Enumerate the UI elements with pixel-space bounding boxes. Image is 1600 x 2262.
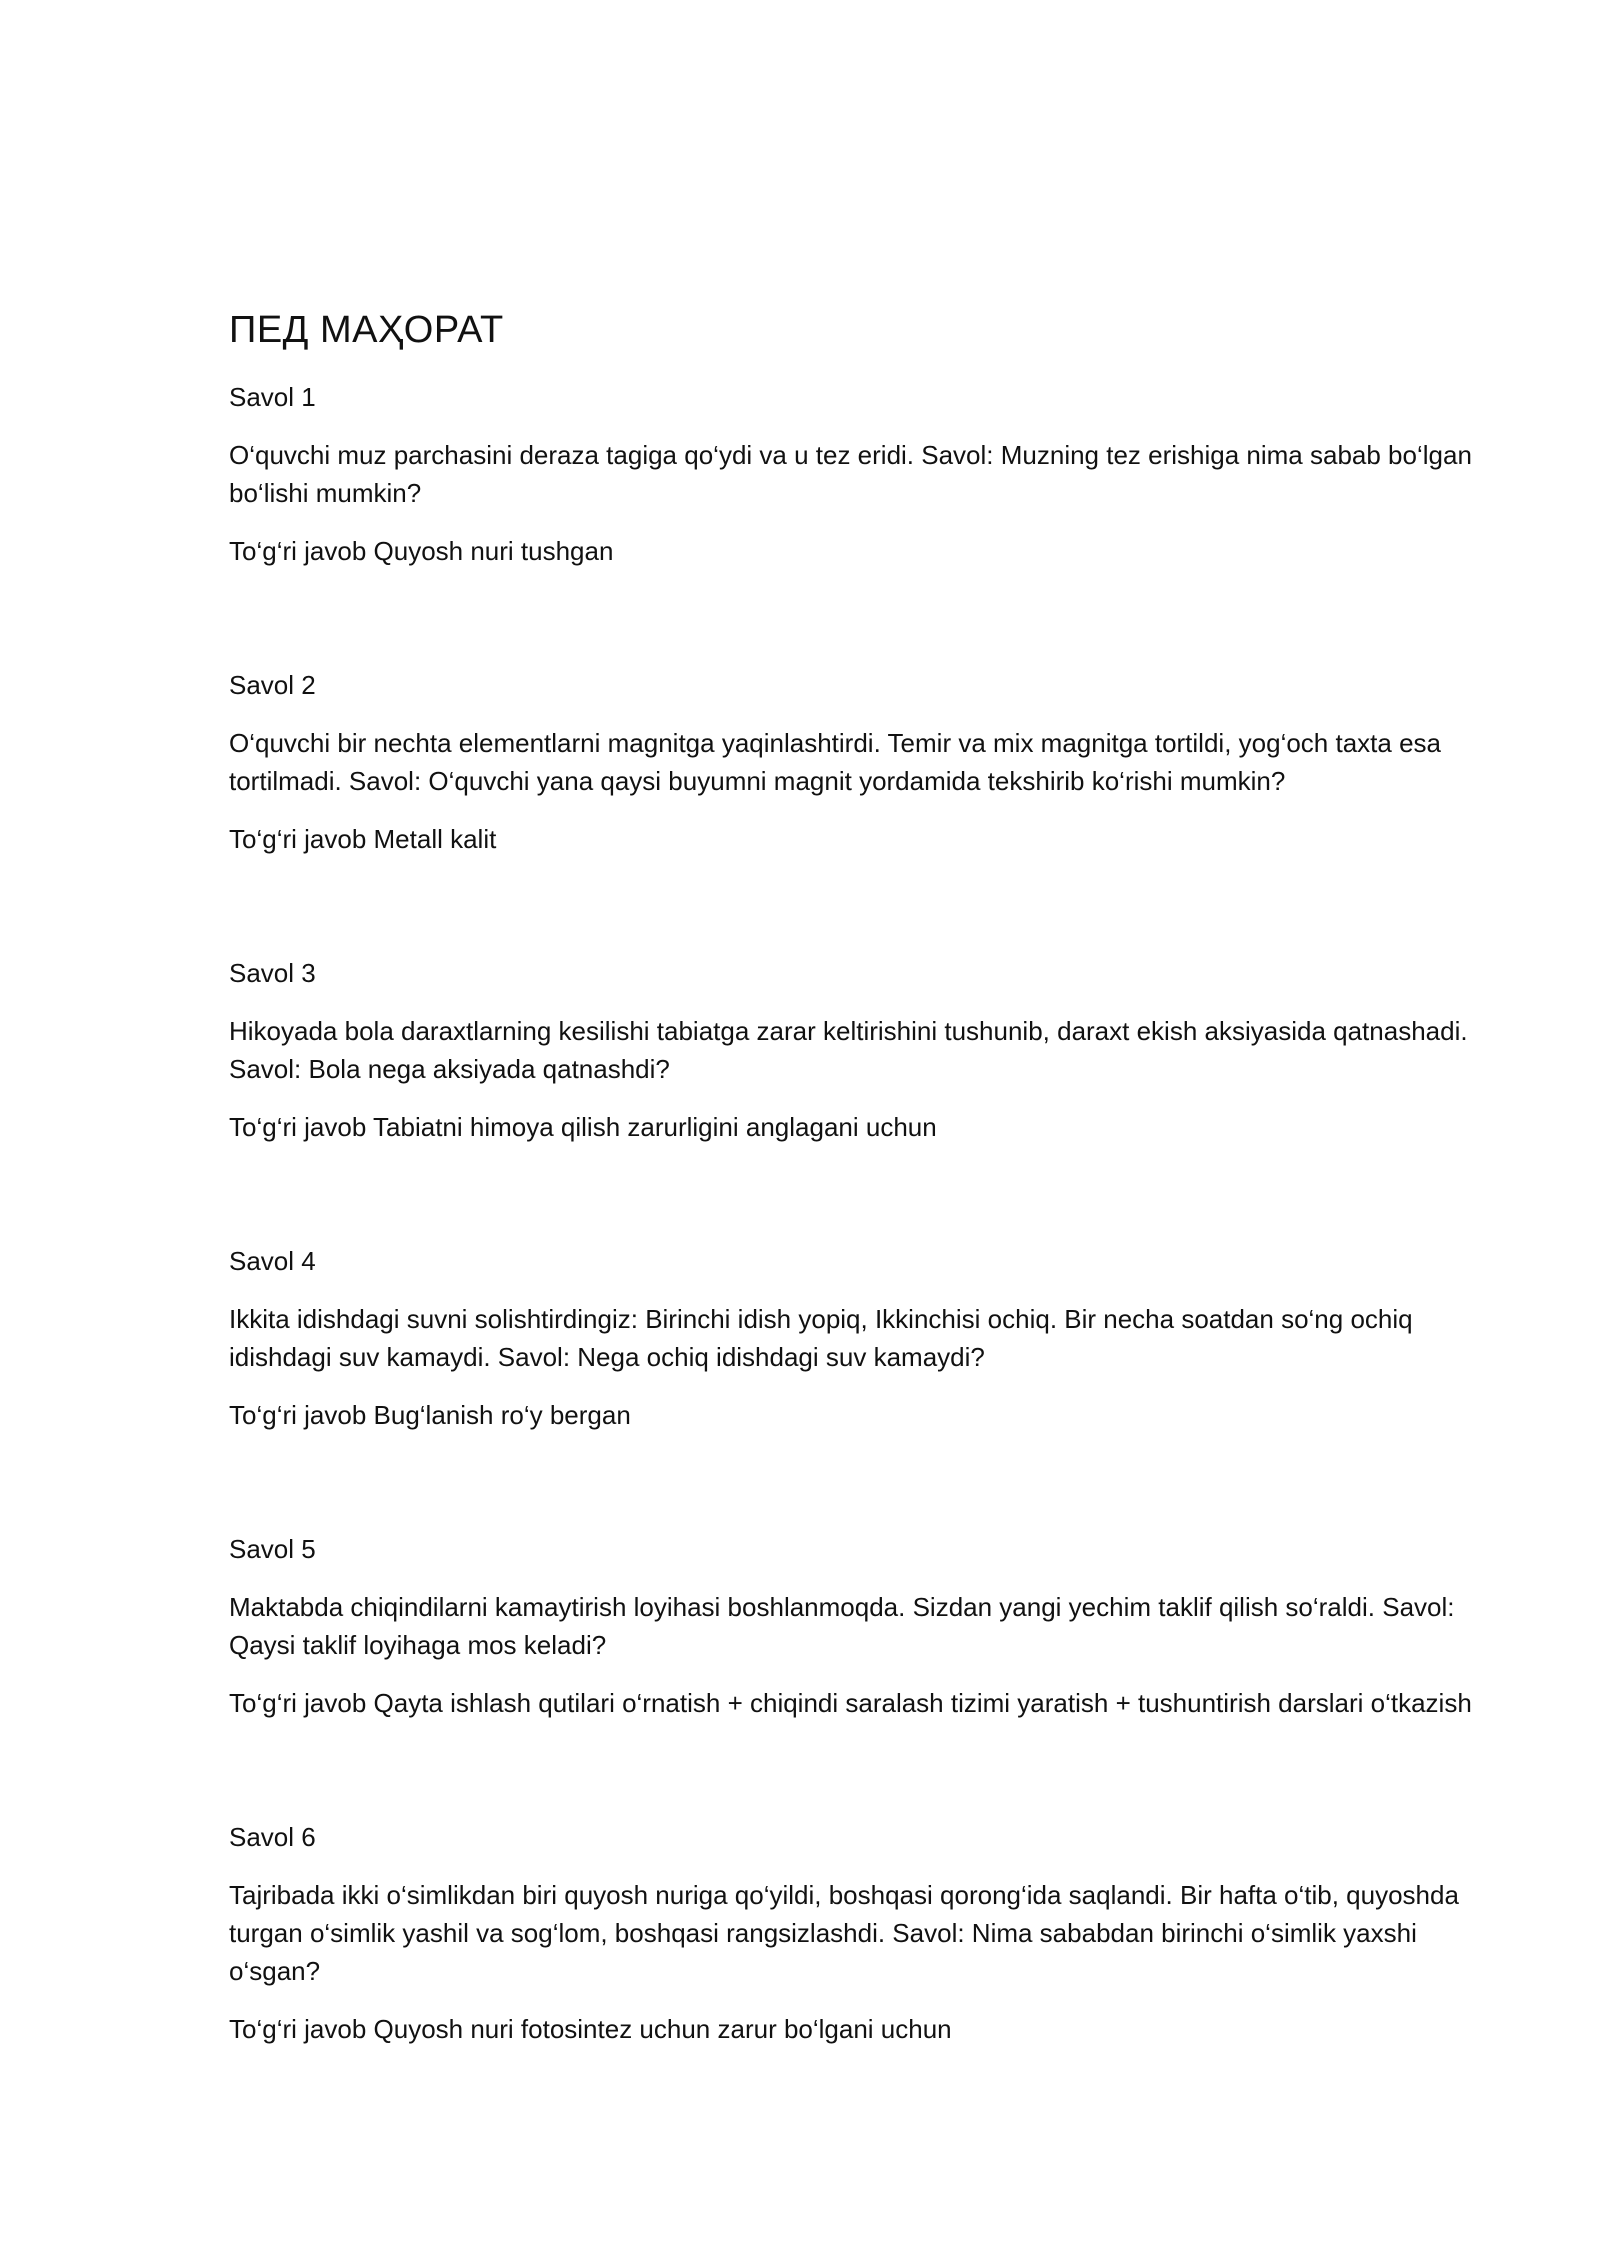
answer-text: To‘g‘ri javob Quyosh nuri fotosintez uchun zarur bo‘lgani uchun [229,2014,952,2044]
question-block [229,378,1479,570]
answer-text: To‘g‘ri javob Bug‘lanish ro‘y bergan [229,1400,631,1430]
question-label: Savol 3 [229,958,316,988]
question-text: Hikoyada bola daraxtlarning kesilishi tabiatga zarar keltirishini tushunib, daraxt ekish aksiyasida qatnashadi. Savol: Bola nega aksiyada qatnashdi? [229,1016,1468,1084]
question-block [229,666,1479,858]
section-spacer [229,1722,1479,1818]
question-label: Savol 1 [229,382,316,412]
question-text: Maktabda chiqindilarni kamaytirish loyihasi boshlanmoqda. Sizdan yangi yechim taklif qilish so‘raldi. Savol: Qaysi taklif loyihaga mos keladi? [229,1592,1455,1660]
question-label: Savol 5 [229,1534,316,1564]
question-block [229,954,1479,1146]
answer-text: To‘g‘ri javob Qayta ishlash qutilari o‘rnatish + chiqindi saralash tizimi yaratish + tushuntirish darslari o‘tkazish [229,1688,1472,1718]
question-text: Ikkita idishdagi suvni solishtirdingiz: Birinchi idish yopiq, Ikkinchisi ochiq. Bir necha soatdan so‘ng ochiq idishdagi suv kamaydi. Savol: Nega ochiq idishdagi suv kamaydi? [229,1304,1413,1372]
section-spacer [229,570,1479,666]
document-content [229,302,1479,2048]
answer-text: To‘g‘ri javob Metall kalit [229,824,497,854]
question-label: Savol 6 [229,1822,316,1852]
section-spacer [229,1146,1479,1242]
question-block [229,1242,1479,1434]
section-spacer [229,858,1479,954]
question-label: Savol 4 [229,1246,316,1276]
page-title: ПЕД МАҲОРАТ [229,309,504,351]
question-block [229,1530,1479,1722]
question-label: Savol 2 [229,670,316,700]
question-text: Tajribada ikki o‘simlikdan biri quyosh nuriga qo‘yildi, boshqasi qorong‘ida saqlandi. Bir hafta o‘tib, quyoshda turgan o‘simlik yashil va sog‘lom, boshqasi rangsizlashdi. Savol: Nima sababdan birinchi o‘simlik yaxshi o‘sgan? [229,1880,1459,1986]
answer-text: To‘g‘ri javob Tabiatni himoya qilish zarurligini anglagani uchun [229,1112,937,1142]
answer-text: To‘g‘ri javob Quyosh nuri tushgan [229,536,614,566]
question-text: O‘quvchi muz parchasini deraza tagiga qo‘ydi va u tez eridi. Savol: Muzning tez erishiga nima sabab bo‘lgan bo‘lishi mumkin? [229,440,1472,508]
section-spacer [229,1434,1479,1530]
question-block [229,1818,1479,2048]
question-text: O‘quvchi bir nechta elementlarni magnitga yaqinlashtirdi. Temir va mix magnitga tortildi, yog‘och taxta esa tortilmadi. Savol: O‘quvchi yana qaysi buyumni magnit yordamida tekshirib ko‘rishi mumkin? [229,728,1441,796]
